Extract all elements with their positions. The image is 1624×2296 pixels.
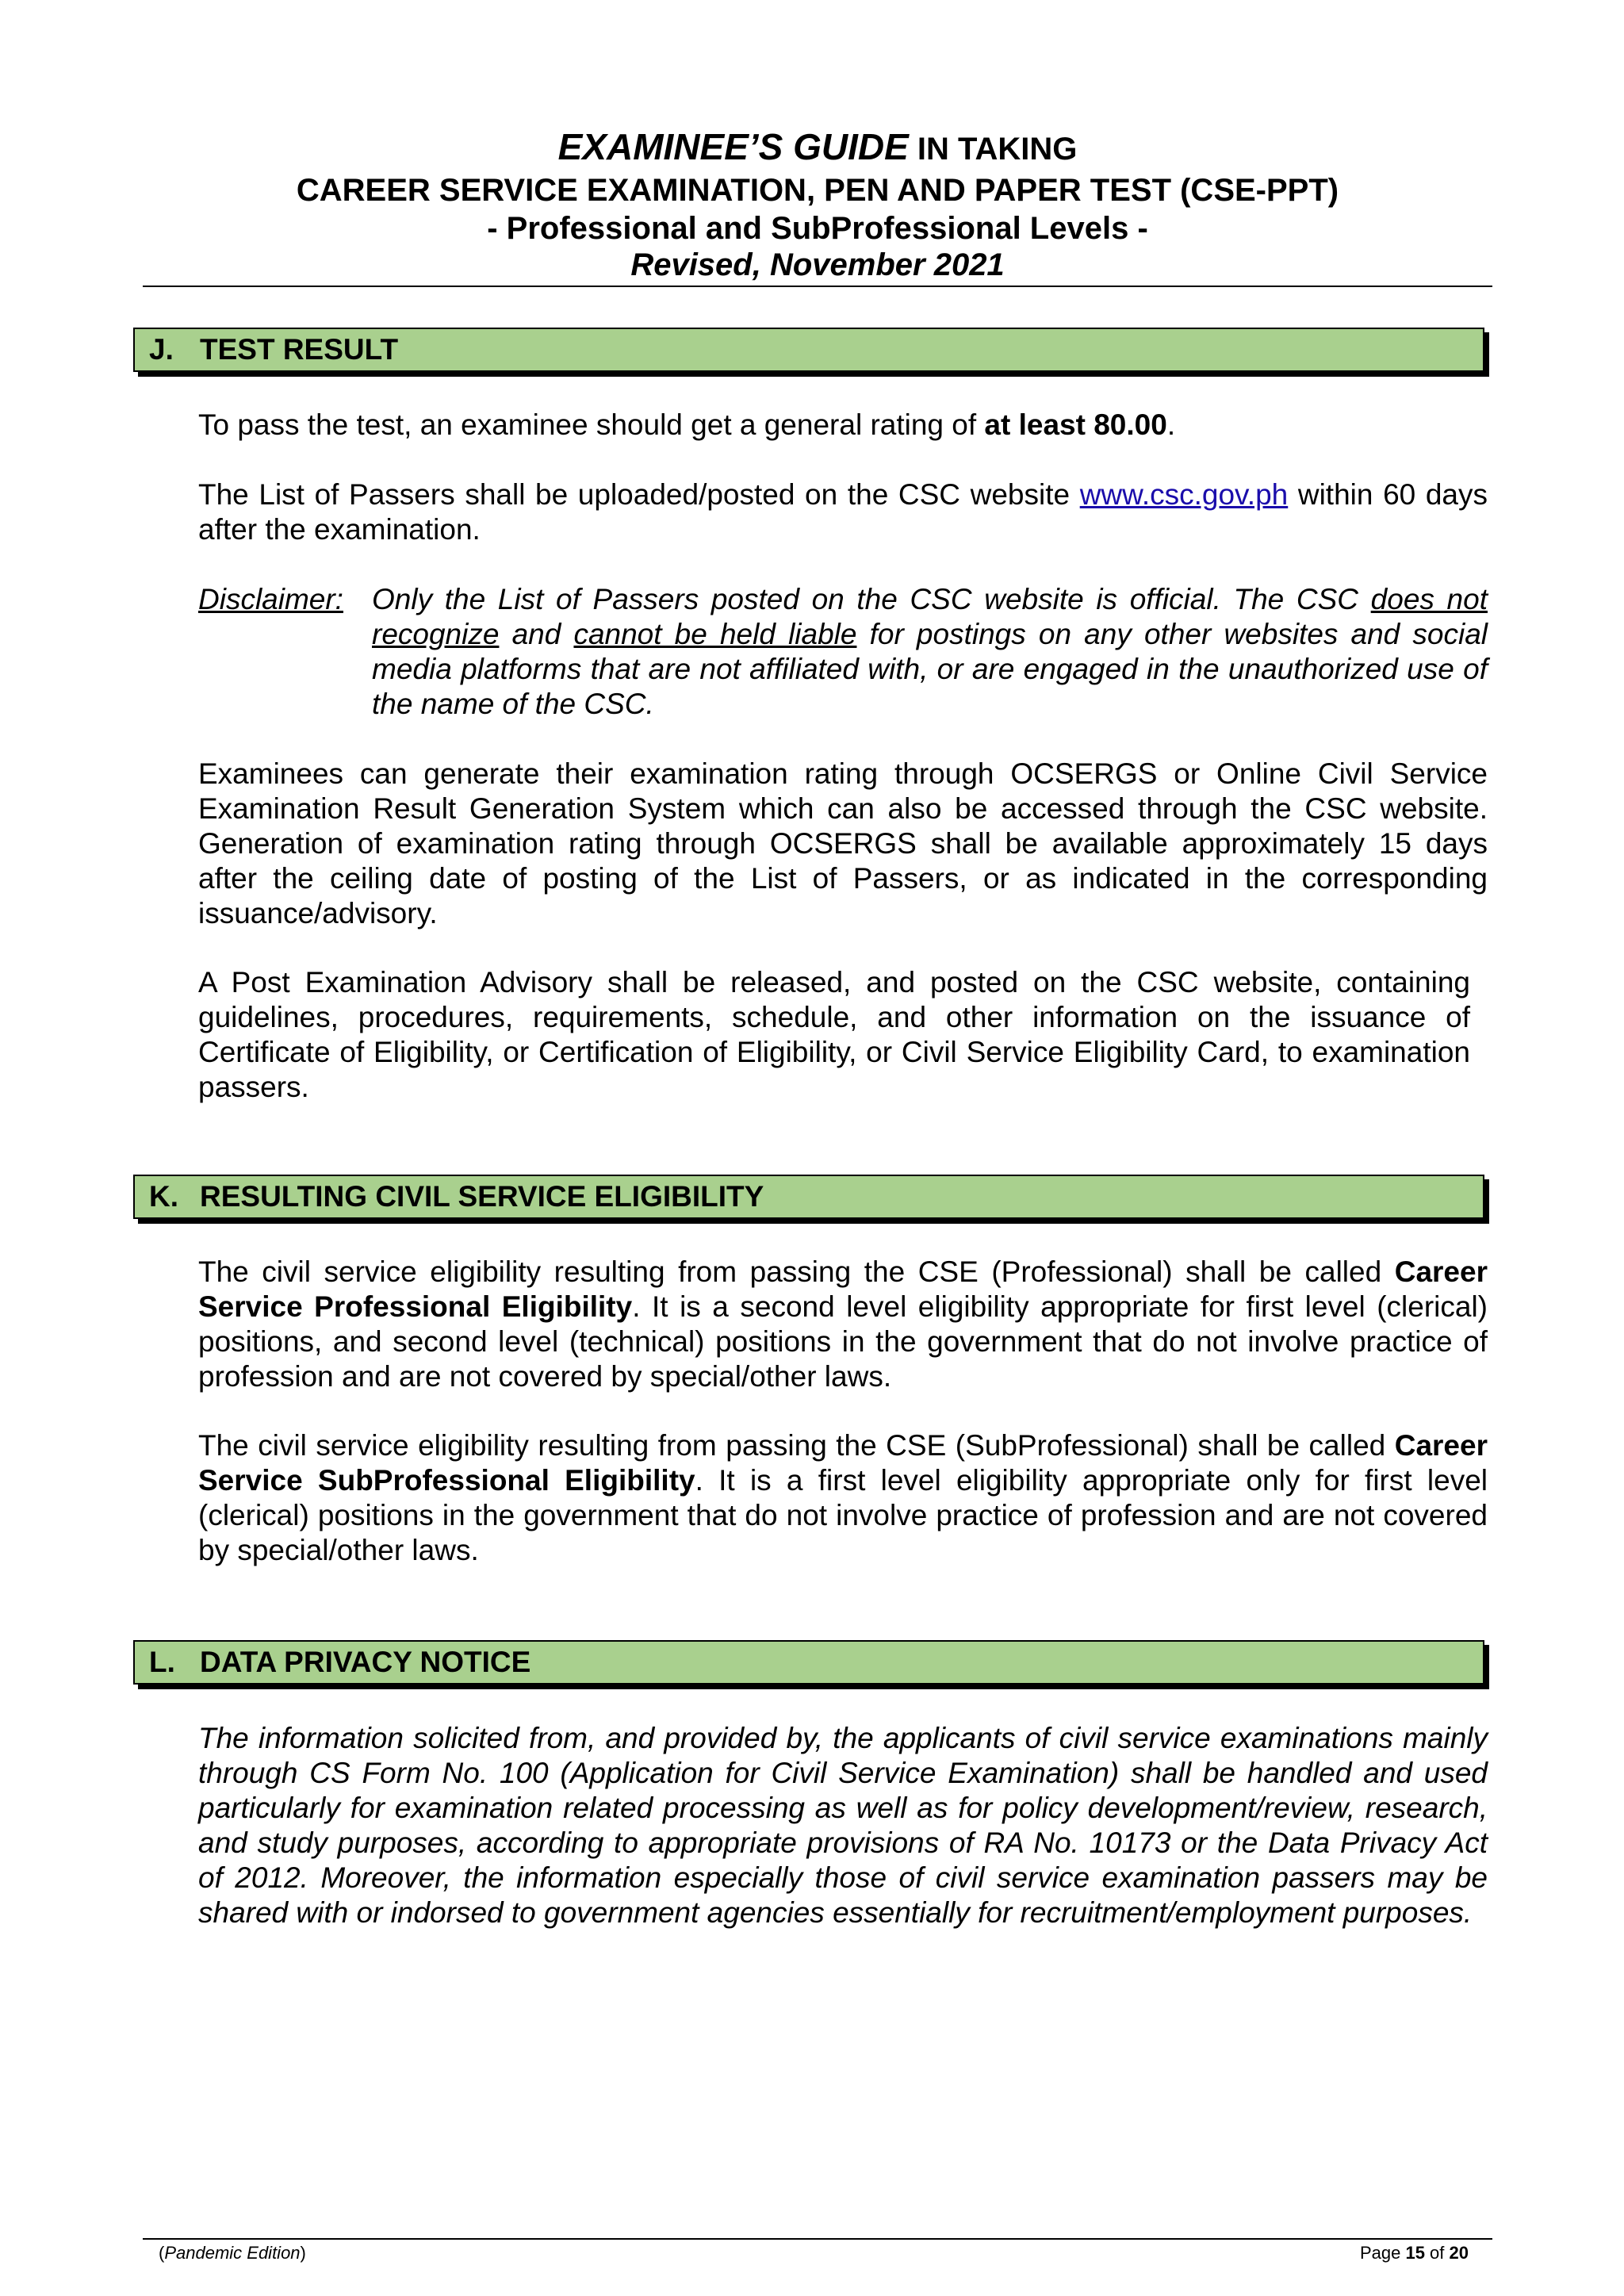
page-number (1360, 2241, 1469, 2265)
text-run: for postings on any other websites and social media platforms that are not affiliated with, or are engaged in the unauthorized use of the name of the CSC. (372, 618, 1488, 720)
text-run: The List of Passers shall be uploaded/posted on the CSC website (198, 478, 1080, 511)
underlined-text: cannot be held liable (573, 618, 857, 650)
levels-subtitle: - Professional and SubProfessional Levels - (487, 211, 1148, 246)
header-divider (143, 286, 1492, 287)
edition-name: Pandemic Edition (164, 2243, 301, 2263)
disclaimer-label: Disclaimer: (198, 583, 343, 615)
text-run: . It is a first level eligibility appropriate only for first level (clerical) positions in the government that do not involve practice of profession and are not covered by special/other laws. (198, 1464, 1488, 1566)
text-run: ) (300, 2243, 306, 2263)
section-letter: K. (149, 1180, 178, 1213)
underlined-text: does not recognize (372, 583, 1488, 650)
section-title: RESULTING CIVIL SERVICE ELIGIBILITY (200, 1180, 764, 1213)
passing-score: at least 80.00 (984, 408, 1167, 441)
text-run: Page (1359, 2243, 1406, 2263)
section-letter: J. (149, 333, 174, 366)
guide-title-rest: IN TAKING (908, 132, 1078, 167)
guide-title (143, 123, 1492, 173)
section-title: TEST RESULT (200, 333, 399, 366)
csc-website-link[interactable]: www.csc.gov.ph (1079, 478, 1289, 511)
list-of-passers-paragraph (198, 477, 1488, 547)
footer-divider (143, 2238, 1492, 2240)
text-run: ( (159, 2243, 165, 2263)
disclaimer-text (372, 582, 1488, 722)
text-run: To pass the test, an examinee should get a general rating of (198, 408, 985, 441)
current-page: 15 (1405, 2243, 1425, 2263)
text-run: The civil service eligibility resulting from passing the CSE (SubProfessional) shall be called (198, 1429, 1395, 1462)
eligibility-name: Career Service SubProfessional Eligibility (198, 1429, 1488, 1497)
text-run: Only the List of Passers posted on the CSC website is official. The CSC (372, 583, 1371, 615)
text-run: . (1166, 408, 1176, 441)
passing-rating-paragraph (198, 408, 1488, 443)
section-k-header (133, 1175, 1484, 1219)
total-pages: 20 (1449, 2243, 1469, 2263)
text-run: within 60 days after the examination. (198, 478, 1488, 546)
text-run: of (1424, 2243, 1450, 2263)
section-j-header (133, 328, 1484, 372)
guide-title-main: EXAMINEE’S GUIDE (557, 126, 909, 167)
professional-eligibility-paragraph (198, 1255, 1488, 1394)
ocsergs-paragraph: Examinees can generate their examination rating through OCSERGS or Online Civil Service Examination Result Generation System which can also be accessed through the CSC website. Generation of examination rating through OCSERGS shall be available approximately 15 days after the ceiling date of posting of the List of Passers, or as indicated in the corresponding issuance/advisory. (198, 757, 1488, 930)
text-run: and (499, 618, 574, 650)
data-privacy-paragraph: The information solicited from, and provided by, the applicants of civil service examinations mainly through CS Form No. 100 (Application for Civil Service Examination) shall be handled and used particularly for examination related processing as well as for policy development/review, research, and study purposes, according to appropriate provisions of RA No. 10173 or the Data Privacy Act of 2012. Moreover, the information especially those of civil service examination passers may be shared with or indorsed to government agencies essentially for recruitment/employment purposes. (198, 1722, 1488, 1929)
exam-title: CAREER SERVICE EXAMINATION, PEN AND PAPER TEST (CSE-PPT) (296, 173, 1339, 208)
subprofessional-eligibility-paragraph (198, 1428, 1488, 1568)
section-letter: L. (149, 1646, 175, 1678)
text-run: . It is a second level eligibility appropriate for first level (clerical) positions, and second level (technical) positions in the government that do not involve practice of profession and are not covered by special/other laws. (198, 1290, 1488, 1393)
section-l-header (133, 1640, 1484, 1685)
eligibility-name: Career Service Professional Eligibility (198, 1255, 1488, 1323)
post-exam-advisory-paragraph: A Post Examination Advisory shall be released, and posted on the CSC website, containing guidelines, procedures, requirements, schedule, and other information on the issuance of Certificate of Eligibility, or Certification of Eligibility, or Civil Service Eligibility Card, to examination passers. (198, 966, 1470, 1103)
revision-date: Revised, November 2021 (630, 247, 1005, 282)
text-run: The civil service eligibility resulting from passing the CSE (Professional) shall be called (198, 1255, 1395, 1288)
section-title: DATA PRIVACY NOTICE (200, 1646, 531, 1678)
edition-label (159, 2241, 306, 2265)
